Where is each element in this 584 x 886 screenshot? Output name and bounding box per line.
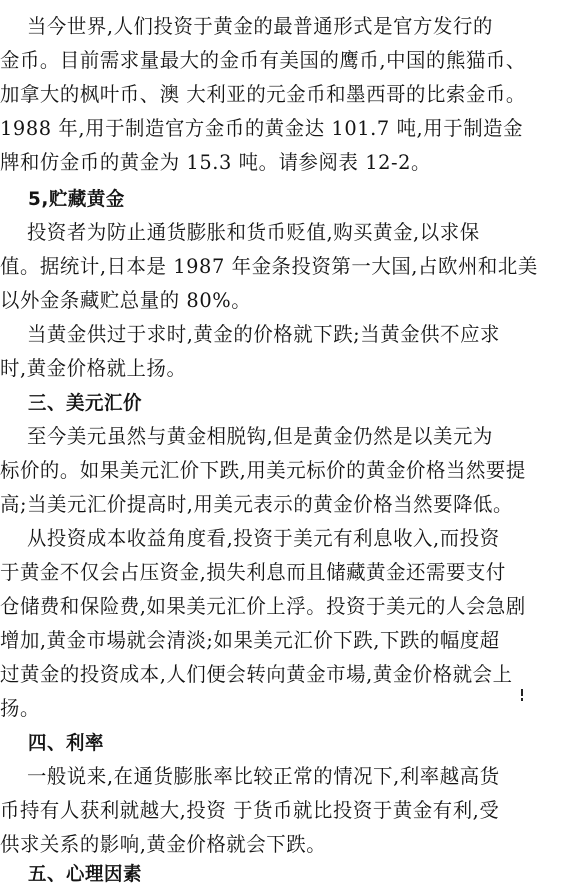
section-heading: 三、美元汇价 — [0, 392, 142, 414]
text-line: 一般说来,在通货膨胀率比较正常的情况下,利率越高货 — [0, 764, 500, 788]
text-line: 标价的。如果美元汇价下跌,用美元标价的黄金价格当然要提 — [0, 458, 526, 482]
section-heading: 五、心理因素 — [0, 863, 142, 885]
text-line: 金币。目前需求量最大的金币有美国的鹰币,中国的熊猫币、 — [0, 48, 526, 72]
text-line: 值。据统计,日本是 1987 年金条投资第一大国,占欧州和北美 — [0, 254, 538, 278]
text-line: 扬。 — [0, 696, 40, 720]
text-line: 投资者为防止通货膨胀和货币贬值,购买黄金,以求保 — [0, 220, 480, 244]
scan-speck — [521, 698, 523, 701]
text-line: 从投资成本收益角度看,投资于美元有利息收入,而投资 — [0, 526, 500, 550]
scan-speck — [521, 689, 523, 696]
text-line: 以外金条藏贮总量的 80%。 — [0, 288, 252, 312]
text-line: 加拿大的枫叶币、澳 大利亚的元金币和墨西哥的比索金币。 — [0, 82, 526, 106]
text-line: 供求关系的影响,黄金价格就会下跌。 — [0, 832, 327, 856]
text-line: 至今美元虽然与黄金相脱钩,但是黄金仍然是以美元为 — [0, 424, 493, 448]
text-line: 时,黄金价格就上扬。 — [0, 356, 187, 380]
section-heading: 5,贮藏黄金 — [0, 188, 125, 210]
text-line: 牌和仿金币的黄金为 15.3 吨。请参阅表 12-2。 — [0, 150, 432, 174]
text-line: 币持有人获利就越大,投资 于货币就比投资于黄金有利,受 — [0, 798, 500, 822]
text-line: 当今世界,人们投资于黄金的最普通形式是官方发行的 — [0, 14, 493, 38]
text-line: 于黄金不仅会占压资金,损失利息而且储藏黄金还需要支付 — [0, 560, 506, 584]
text-line: 当黄金供过于求时,黄金的价格就下跌;当黄金供不应求 — [0, 322, 501, 346]
text-line: 增加,黄金市場就会清淡;如果美元汇价下跌,下跌的幅度超 — [0, 628, 500, 652]
text-line: 1988 年,用于制造官方金币的黄金达 101.7 吨,用于制造金 — [0, 116, 524, 140]
section-heading: 四、利率 — [0, 732, 104, 754]
text-line: 过黄金的投资成本,人们便会转向黄金市場,黄金价格就会上 — [0, 662, 513, 686]
text-line: 仓储费和保险费,如果美元汇价上浮。投资于美元的人会急剧 — [0, 594, 526, 618]
text-line: 高;当美元汇价提高时,用美元表示的黄金价格当然要降低。 — [0, 492, 513, 516]
